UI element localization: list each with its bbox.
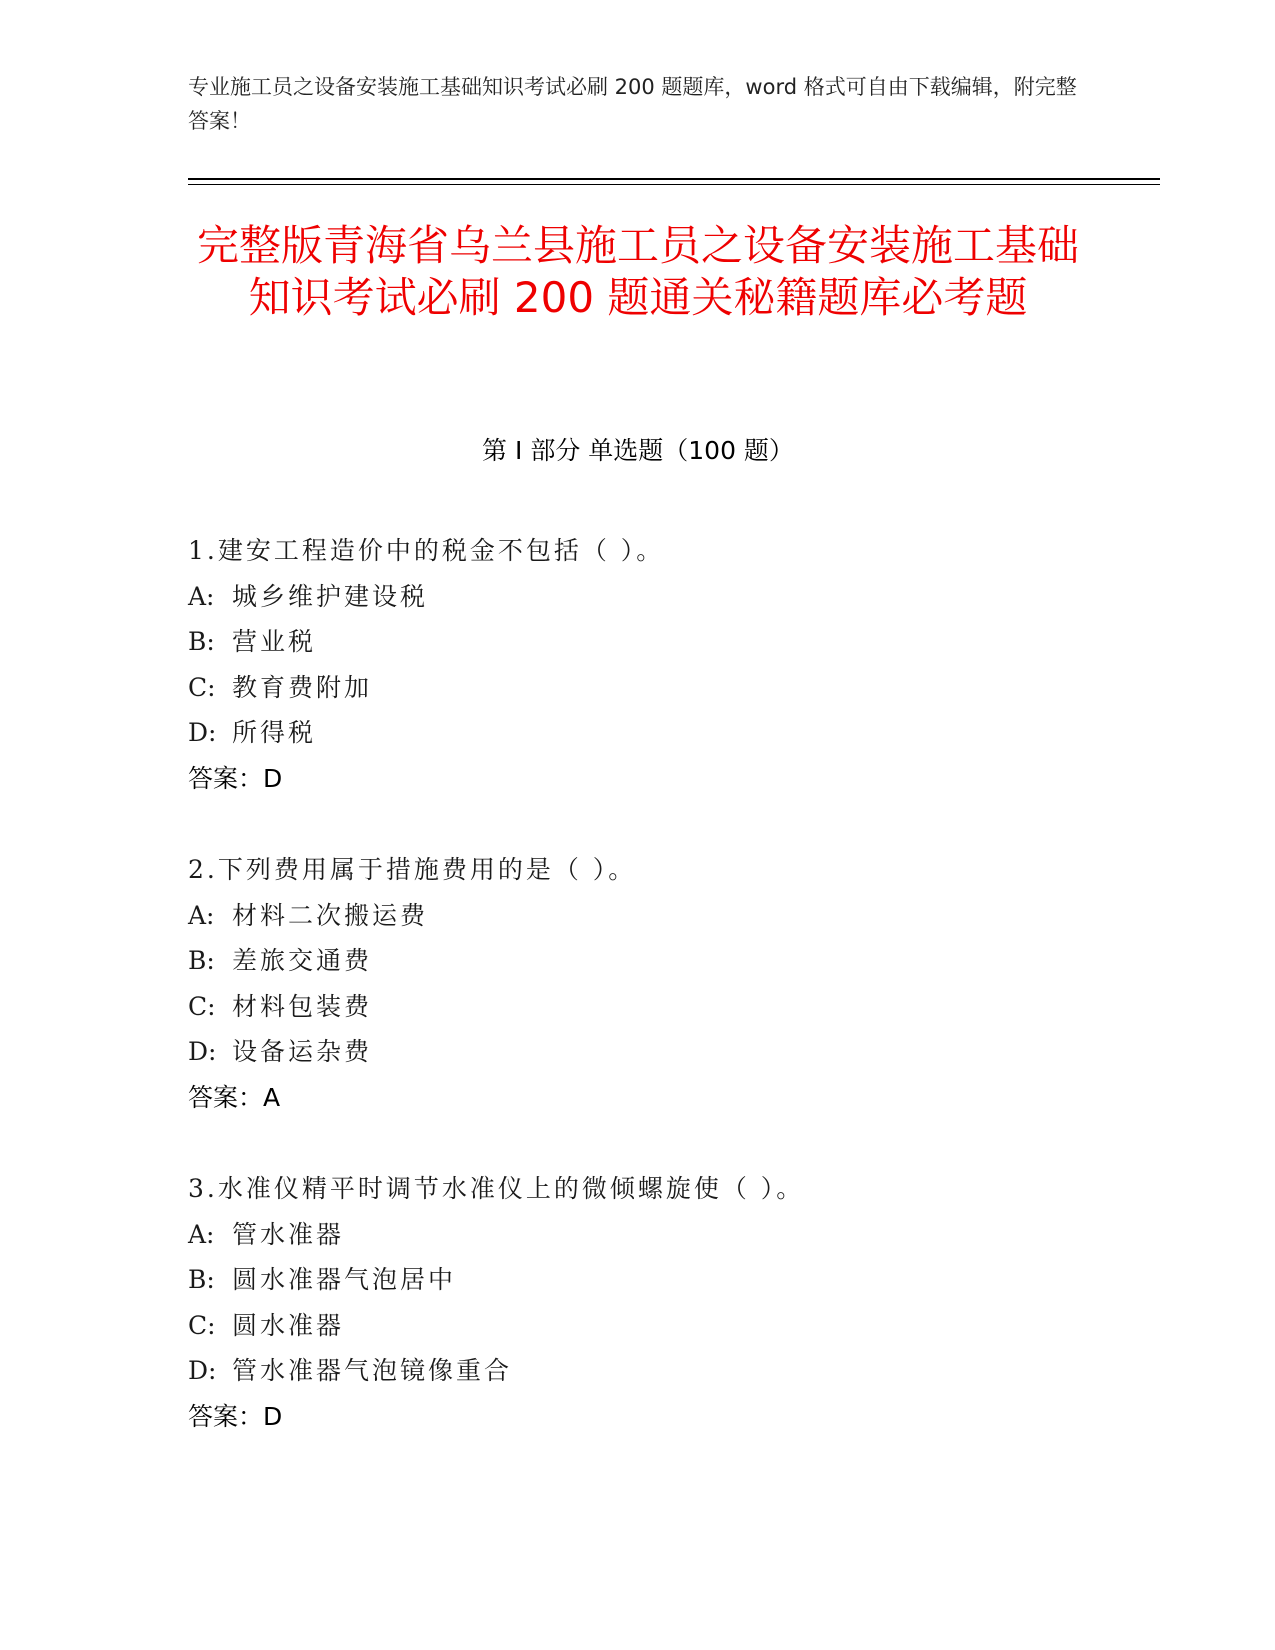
option-text: 城乡维护建设税 xyxy=(232,581,429,611)
option-key: A: xyxy=(188,900,215,930)
option-key: C: xyxy=(188,672,216,702)
question-stem: 2.下列费用属于措施费用的是（ ）。 xyxy=(188,855,637,884)
question-stem: 1.建安工程造价中的税金不包括（ ）。 xyxy=(188,536,665,565)
option-key: C: xyxy=(188,991,216,1021)
option-text: 材料二次搬运费 xyxy=(232,900,429,930)
option-d xyxy=(188,1029,1148,1075)
option-text: 差旅交通费 xyxy=(232,946,373,975)
option-a xyxy=(188,893,1148,939)
option-key: A: xyxy=(188,581,215,611)
question-1 xyxy=(188,528,1148,801)
option-text: 管水准器 xyxy=(232,1219,345,1249)
option-d xyxy=(188,1348,1148,1394)
question-stem: 3.水准仪精平时调节水准仪上的微倾螺旋使（ ）。 xyxy=(188,1174,805,1203)
option-key: B: xyxy=(188,1265,215,1294)
question-2 xyxy=(188,847,1148,1120)
option-c xyxy=(188,1303,1148,1349)
option-a xyxy=(188,574,1148,620)
option-key: D: xyxy=(188,1356,217,1385)
option-c xyxy=(188,984,1148,1030)
option-text: 管水准器气泡镜像重合 xyxy=(232,1356,513,1385)
option-key: D: xyxy=(188,718,217,747)
option-text: 教育费附加 xyxy=(232,672,373,702)
option-key: B: xyxy=(188,946,215,975)
option-text: 圆水准器 xyxy=(232,1310,345,1340)
option-key: B: xyxy=(188,627,215,656)
option-key: A: xyxy=(188,1219,215,1249)
option-text: 设备运杂费 xyxy=(232,1037,373,1066)
option-b xyxy=(188,619,1148,665)
answer: 答案：D xyxy=(188,1401,283,1431)
option-key: C: xyxy=(188,1310,216,1340)
header-note: 专业施工员之设备安装施工基础知识考试必刷 200 题题库，word 格式可自由下载编辑，附完整答案！ xyxy=(188,75,1077,133)
option-c xyxy=(188,665,1148,711)
answer: 答案：D xyxy=(188,763,283,793)
option-b xyxy=(188,1257,1148,1303)
option-a xyxy=(188,1212,1148,1258)
header-rule-thin xyxy=(188,184,1160,185)
option-text: 圆水准器气泡居中 xyxy=(232,1265,457,1294)
answer: 答案：A xyxy=(188,1082,281,1112)
option-d xyxy=(188,710,1148,756)
document-title: 完整版青海省乌兰县施工员之设备安装施工基础知识考试必刷 200 题通关秘籍题库必考题 xyxy=(196,221,1079,322)
option-key: D: xyxy=(188,1037,217,1066)
option-text: 营业税 xyxy=(232,627,317,656)
header-rule-thick xyxy=(188,178,1160,180)
option-b xyxy=(188,938,1148,984)
section-heading: 第 I 部分 单选题（100 题） xyxy=(482,436,794,465)
option-text: 所得税 xyxy=(232,718,317,747)
option-text: 材料包装费 xyxy=(232,991,373,1021)
question-list xyxy=(188,528,1148,1485)
question-3 xyxy=(188,1166,1148,1439)
